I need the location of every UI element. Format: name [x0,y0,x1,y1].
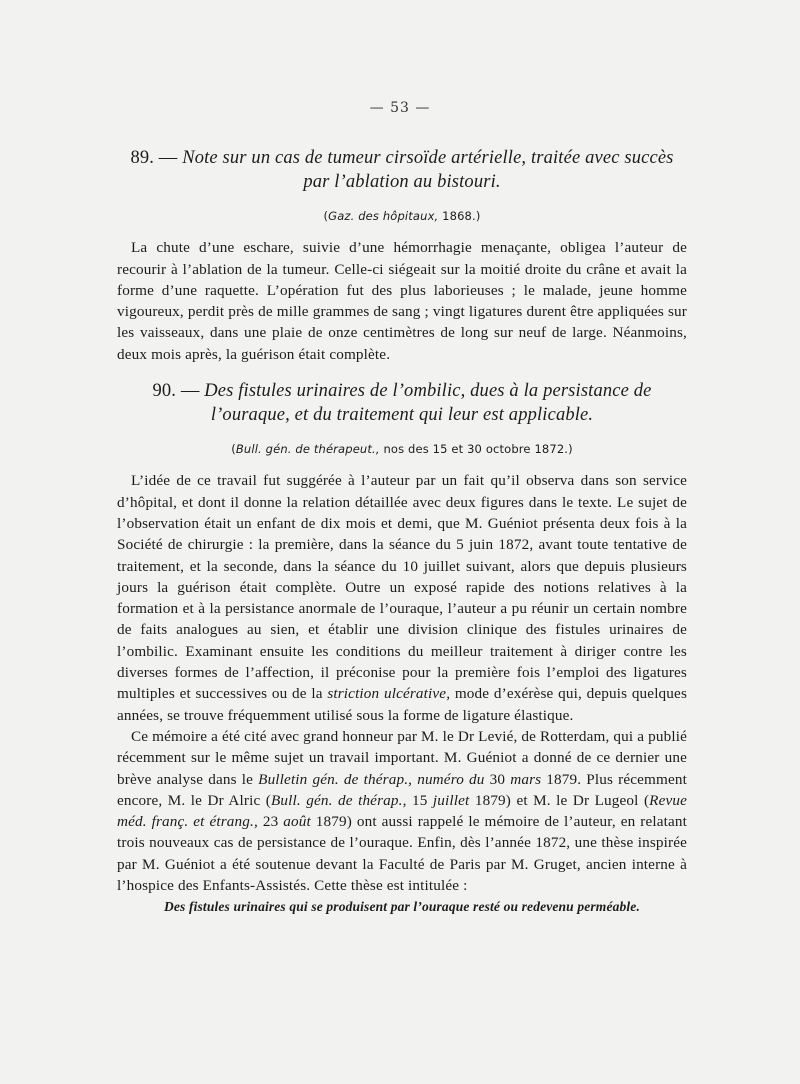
section-90-p2-em-1: Bulletin gén. de thérap., numéro du [258,770,485,788]
section-90-p2-em-6: août [283,813,311,831]
section-90-p1-emphasis: striction ulcérative, [327,685,451,703]
section-90-p1-text-b: mode d’exérèse qui, depuis quelques années, se trouve fréquemment utilisé sous la forme de ligature élastique. [117,685,688,724]
section-90-heading [117,379,687,427]
section-90-p1-text-a: L’idée de ce travail fut suggérée à l’auteur par un fait qu’il observa dans son service d’hôpital, et dont il donne la relation détaillée avec deux figures dans le texte. Le sujet de l’observation était un enfant de dix mois et demi, que M. Guéniot présenta deux fois à la Société de chirurgie : la première, dans la séance du 5 juin 1872, avant toute tentative de traitement, et la seconde, dans la séance du 10 juillet suivant, alors que depuis plusieurs jours la guérison était complète. Outre un exposé rapide des notions relatives à la formation et à la persistance anormale de l’ouraque, l’auteur a pu réunir un certain nombre de faits analogues au sien, et établir une division clinique des fistules urinaires de l’ombilic. Examinant ensuite les conditions du meilleur traitement à diriger contre les diverses formes de l’affection, il préconise pour la première fois l’emploi des ligatures multiples et successives ou de la [117,472,687,703]
section-90-p2-em-4: juillet [432,791,470,809]
section-89-title: Note sur un cas de tumeur cirsoïde artérielle, traitée avec succès par l’ablation au bistouri. [182,148,674,192]
section-90-p2-text-g: 1879) ont aussi rappelé le mémoire de l’auteur, en relatant trois nouveaux cas de persistance de l’ouraque. Enfin, dès l’année 1872, une thèse inspirée par M. Guéniot a été soutenue devant la Faculté de Paris par M. Gruget, ancien interne à l’hospice des Enfants-Assistés. Cette thèse est intitulée : [117,813,687,895]
page-number: — 53 — [369,100,431,116]
section-90-source: (Bull. gén. de thérapeut., nos des 15 et 30 octobre 1872.) [231,442,573,457]
section-90-p2-text-a: Ce mémoire a été cité avec grand honneur par M. le Dr Levié, de Rotterdam, qui a publié récemment sur le même sujet un travail important. M. Guéniot a donné de ce dernier une brève analyse dans le [117,727,687,788]
section-90-source-rest: nos des 15 et 30 octobre 1872. [383,442,569,457]
section-90-paragraph-2 [117,726,687,896]
section-89-dash: — [158,148,178,168]
section-90-title: Des fistules urinaires de l’ombilic, dues à la persistance de l’ouraque, et du traitement qui leur est applicable. [204,381,652,426]
section-90-p2-text-c: 1879. Plus récemment encore, M. le Dr Alric ( [117,770,687,809]
section-90-number: 90. [152,381,177,402]
section-89-number: 89. [130,148,155,168]
section-90-p2-text-d: 15 [411,791,428,809]
section-89-source-year: 1868. [442,209,476,223]
section-89-paragraph: La chute d’une eschare, suivie d’une hémorrhagie menaçante, obligea l’auteur de recourir à l’ablation de la tumeur. Celle-ci siégeait sur la moitié droite du crâne et avait la forme d’une raquette. L’opération fut des plus laborieuses ; le malade, jeune homme vigoureux, perdit près de mille grammes de sang ; vingt ligatures durent être appliquées sur les vaisseaux, dans une plaie de onze centimètres de long sur neuf de large. Néanmoins, deux mois après, la guérison était complète. [117,239,687,363]
thesis-title: Des fistules urinaires qui se produisent par l’ouraque resté ou redevenu perméable. [164,899,640,915]
section-90-p2-text-b: 30 [489,770,506,788]
section-90-p2-em-2: mars [510,770,542,788]
page-content [117,146,687,918]
section-89-source: (Gaz. des hôpitaux, 1868.) [323,209,481,223]
section-90-p2-text-e: 1879) et M. le Dr Lugeol ( [474,791,650,809]
section-90-dash: — [180,381,200,402]
section-89-source-journal: Gaz. des hôpitaux, [328,209,439,223]
section-90-paragraph-1 [117,470,687,726]
section-89-heading [117,146,687,194]
section-90-p2-em-3: Bull. gén. de thérap., [270,791,407,809]
section-90-p2-em-5: Revue méd. franç. et étrang., [117,791,687,831]
section-90-p2-text-f: 23 [262,813,279,831]
section-90-source-journal: Bull. gén. de thérapeut., [235,442,380,457]
